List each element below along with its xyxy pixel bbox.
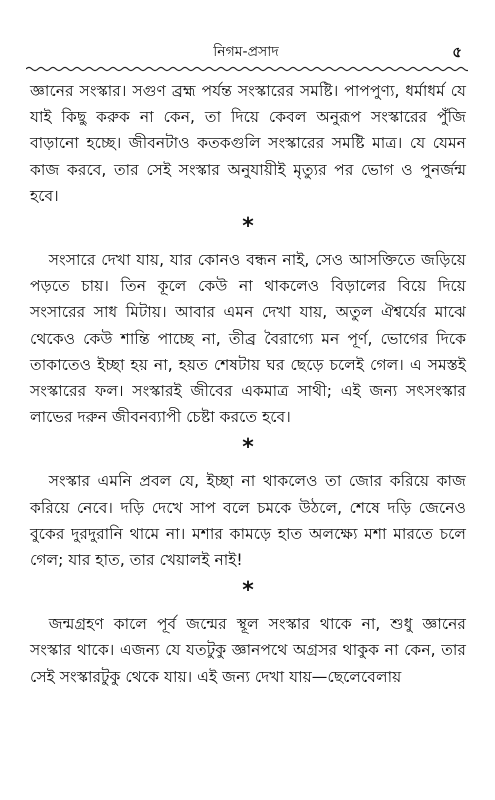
section-separator-asterisk: * <box>242 214 254 240</box>
page-number: ৫ <box>452 43 462 61</box>
paragraph-4: জন্মগ্রহণ কালে পূর্ব জন্মের স্থূল সংস্কার থাকে না, শুধু জ্ঞানের সংস্কার থাকে। এজন্য যে যতটুকু জ্ঞানপথে অগ্রসর থাকুক না কেন, তার সেই সংস্কারটুকু থেকে যায়। এই জন্য দেখা যায়—ছেলেবেলায় <box>30 615 466 686</box>
section-separator-asterisk: * <box>242 578 254 604</box>
running-header <box>26 42 466 64</box>
wavy-divider <box>26 65 468 73</box>
paragraph-3: সংস্কার এমনি প্রবল যে, ইচ্ছা না থাকলেও তা জোর করিয়ে কাজ করিয়ে নেবে। দড়ি দেখে সাপ বলে চমকে উঠলে, শেষে দড়ি জেনেও বুকের দুরদুরানি থামে না। মশার কামড়ে হাত অলক্ষ্যে মশা মারতে চলে গেল; যার হাত, তার খেয়ালই নাই! <box>30 472 466 570</box>
book-title: নিগম-প্রসাদ <box>213 44 279 60</box>
body-text <box>30 78 466 690</box>
section-separator-asterisk: * <box>242 435 254 461</box>
paragraph-1: জ্ঞানের সংস্কার। সগুণ ব্রহ্ম পর্যন্ত সংস্কারের সমষ্টি। পাপপুণ্য, ধর্মাধর্ম যে যাই কিছু করুক না কেন, তা দিয়ে কেবল অনুরূপ সংস্কারের পুঁজি বাড়ানো হচ্ছে। জীবনটাও কতকগুলি সংস্কারের সমষ্টি মাত্র। যে যেমন কাজ করবে, তার সেই সংস্কার অনুযায়ীই মৃত্যুর পর ভোগ ও পুনর্জন্ম হবে। <box>30 82 466 205</box>
paragraph-2: সংসারে দেখা যায়, যার কোনও বন্ধন নাই, সেও আসক্তিতে জড়িয়ে পড়তে চায়। তিন কূলে কেউ না থাকলেও বিড়ালের বিয়ে দিয়ে সংসারের সাধ মিটায়। আবার এমন দেখা যায়, অতুল ঐশ্বর্যের মাঝে থেকেও কেউ শান্তি পাচ্ছে না, তীব্র বৈরাগ্যে মন পূর্ণ, ভোগের দিকে তাকাতেও ইচ্ছা হয় না, হয়ত শেষটায় ঘর ছেড়ে চলেই গেল। এ সমস্তই সংস্কারের ফল। সংস্কারই জীবের একমাত্র সাথী; এই জন্য সৎসংস্কার লাভের দরুন জীবনব্যাপী চেষ্টা করতে হবে। <box>30 251 466 427</box>
